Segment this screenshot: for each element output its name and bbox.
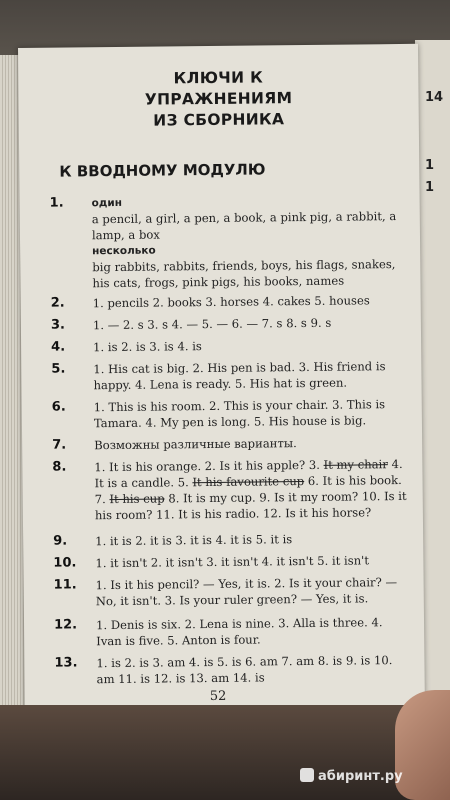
watermark-logo-icon	[300, 768, 314, 782]
answer-many: big rabbits, rabbits, friends, boys, his flags, snakes, his cats, frogs, pink pigs, his books, names	[92, 257, 396, 291]
exercise-answer: 1. This is his room. 2. This is your chair. 3. This is Tamara. 4. My pen is long. 5. His house is big.	[93, 397, 386, 431]
exercise-number: 4.	[51, 339, 66, 355]
answer-one: a pencil, a girl, a pen, a book, a pink pig, a rabbit, a lamp, a box	[91, 209, 397, 243]
exercise-answer: 1. Denis is six. 2. Lena is nine. 3. Alla is three. 4. Ivan is five. 5. Anton is four.	[95, 615, 383, 649]
label-one: один	[91, 196, 123, 210]
exercise-9	[53, 530, 408, 550]
adjacent-page-number: 1	[425, 180, 435, 195]
exercise-answer: 1. is 2. is 3. is 4. is	[93, 339, 202, 355]
exercise-answer: 1. His cat is big. 2. His pen is bad. 3. His friend is happy. 4. Lena is ready. 5. His hat is green.	[93, 359, 386, 393]
exercise-answer: 1. pencils 2. books 3. horses 4. cakes 5. houses	[92, 293, 370, 311]
struck-answer: It my chair	[323, 457, 388, 472]
exercise-13	[54, 652, 409, 688]
exercise-12	[54, 614, 409, 650]
page-title	[98, 67, 339, 133]
exercise-number: 12.	[53, 617, 78, 633]
exercise-answer	[94, 456, 408, 523]
exercise-number: 10.	[53, 555, 77, 571]
struck-answer: It his favourite cup	[192, 474, 305, 490]
exercise-11	[54, 574, 409, 610]
exercise-number: 1.	[49, 195, 64, 211]
adjacent-page-number: 14	[425, 90, 444, 105]
page-number: 52	[209, 688, 227, 705]
watermark-text: абиринт.ру	[318, 769, 403, 784]
exercise-number: 2.	[50, 295, 65, 311]
exercise-answer: Возможны различные варианты.	[94, 436, 297, 453]
answer-part: 8. It is my cup. 9. Is it my room? 10. Is it his room? 11. It is his radio. 12. Is it his horse?	[94, 488, 407, 523]
background-bottom	[0, 705, 450, 800]
exercise-3	[51, 314, 406, 334]
label-many: несколько	[92, 244, 156, 258]
exercise-1	[50, 192, 406, 292]
exercise-answer: 1. — 2. s 3. s 4. — 5. — 6. — 7. s 8. s 9. s	[92, 315, 332, 333]
exercise-2	[51, 292, 406, 312]
exercise-8	[52, 456, 408, 524]
exercise-number: 6.	[51, 399, 66, 415]
exercise-answer: 1. it is 2. it is 3. it is 4. it is 5. it is	[95, 532, 293, 549]
watermark	[300, 768, 403, 784]
exercise-number: 7.	[52, 437, 67, 453]
exercise-number: 9.	[53, 533, 68, 549]
struck-answer: It his cup	[109, 491, 165, 507]
exercise-answer: 1. it isn't 2. it isn't 3. it isn't 4. it isn't 5. it isn't	[95, 553, 370, 571]
answer-part: 4. It is a candle. 5.	[94, 456, 403, 491]
answer-part: 1. It is his orange. 2. Is it his apple? 3.	[94, 457, 324, 475]
exercise-number: 8.	[52, 459, 67, 475]
exercise-answer: 1. is 2. is 3. am 4. is 5. is 6. am 7. am 8. is 9. is 10. am 11. is 12. is 13. am 14. is	[96, 653, 393, 687]
exercise-number: 3.	[50, 317, 65, 333]
exercise-7	[52, 434, 407, 454]
exercise-answer: 1. Is it his pencil? — Yes, it is. 2. Is it your chair? — No, it isn't. 3. Is your ruler green? — Yes, it is.	[95, 575, 398, 609]
exercise-number: 13.	[54, 655, 78, 671]
finger	[395, 690, 450, 800]
book-page	[18, 44, 425, 728]
title-line-2: ИЗ СБОРНИКА	[153, 110, 285, 130]
exercise-6	[52, 396, 407, 432]
adjacent-page-number: 1	[425, 158, 435, 173]
exercise-number: 5.	[51, 361, 66, 377]
exercise-number: 11.	[53, 577, 77, 593]
answer-part: 6. It is his book. 7.	[94, 473, 402, 507]
title-line-1: КЛЮЧИ К УПРАЖНЕНИЯМ	[144, 68, 293, 109]
exercise-5	[51, 358, 406, 394]
exercise-4	[51, 336, 406, 356]
section-heading: К ВВОДНОМУ МОДУЛЮ	[59, 160, 266, 181]
exercise-10	[53, 552, 408, 572]
